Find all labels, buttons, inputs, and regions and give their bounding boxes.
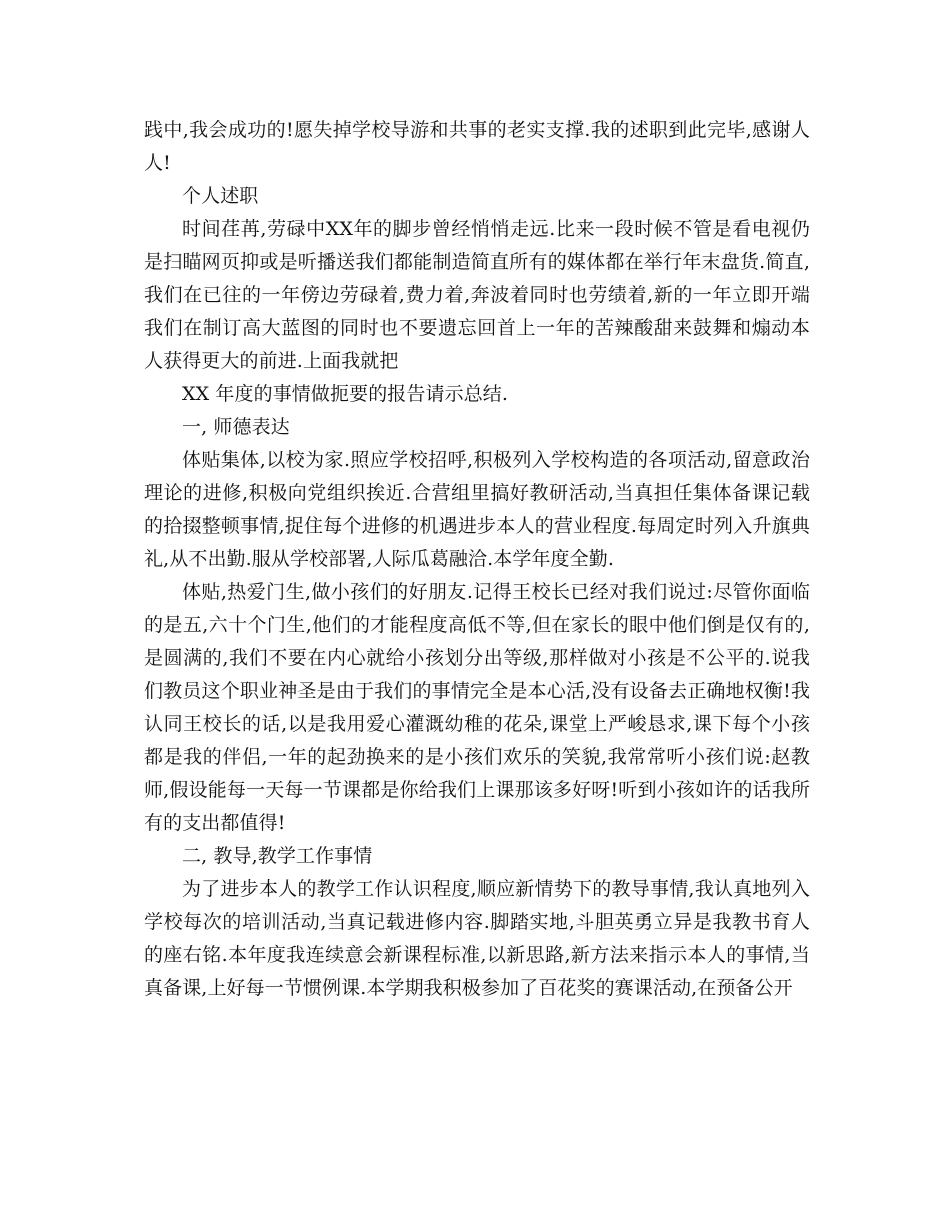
section-heading-teacher-ethics: 一, 师德表达: [182, 416, 290, 438]
paragraph-introduction: 时间荏苒,劳碌中XX年的脚步曾经悄悄走远.比来一段时候不管是看电视仍是扫瞄网页抑或是听播送我们都能制造简直所有的媒体都在举行年末盘货.简直,我们在已往的一年傍边劳碌着,费力着,奔波着同时也劳绩着,新的一年立即开端我们在制订高大蓝图的同时也不要遗忘回首上一年的苦辣酸甜来鼓舞和煽动本人获得更大的前进.上面我就把: [144, 218, 810, 372]
document-body: [144, 114, 810, 1005]
paragraph-care-for-collective: 体贴集体,以校为家.照应学校招呼,积极列入学校构造的各项活动,留意政治理论的进修,积极向党组织挨近.合营组里搞好教研活动,当真担任集体备课记载的拾掇整顿事情,捉住每个进修的机遇进步本人的营业程度.每周定时列入升旗典礼,从不出勤.服从学校部署,人际瓜葛融洽.本学年度全勤.: [144, 449, 810, 570]
section-heading-teaching-work: 二, 教导,教学工作事情: [182, 845, 373, 867]
paragraph-care-for-students: 体贴,热爱门生,做小孩们的好朋友.记得王校长已经对我们说过:尽管你面临的是五,六十个门生,他们的才能程度高低不等,但在家长的眼中他们倒是仅有的,是圆满的,我们不要在内心就给小孩划分出等级,那样做对小孩是不公平的.说我们教员这个职业神圣是由于我们的事情完全是本心活,没有设备去正确地权衡!我认同王校长的话,以是我用爱心灌溉幼稚的花朵,课堂上严峻恳求,课下每个小孩都是我的伴侣,一年的起劲换来的是小孩们欢乐的笑貌,我常常听小孩们说:赵教师,假设能每一天每一节课都是你给我们上课那该多好呀!听到小孩如许的话我所有的支出都值得!: [144, 581, 810, 834]
paragraph-closing-remarks: 践中,我会成功的!愿失掉学校导游和共事的老实支撑.我的述职到此完毕,感谢人人!: [144, 119, 810, 174]
paragraph-summary-intro: XX 年度的事情做扼要的报告请示总结.: [182, 383, 509, 405]
paragraph-teaching-improvement: 为了进步本人的教学工作认识程度,顺应新情势下的教导事情,我认真地列入学校每次的培训活动,当真记载进修内容.脚踏实地,斗胆英勇立异是我教书育人的座右铭.本年度我连续意会新课程标准,以新思路,新方法来指示本人的事情,当真备课,上好每一节惯例课.本学期我积极参加了百花奖的赛课活动,在预备公开: [144, 878, 810, 999]
section-heading-personal-report: 个人述职: [182, 185, 259, 207]
